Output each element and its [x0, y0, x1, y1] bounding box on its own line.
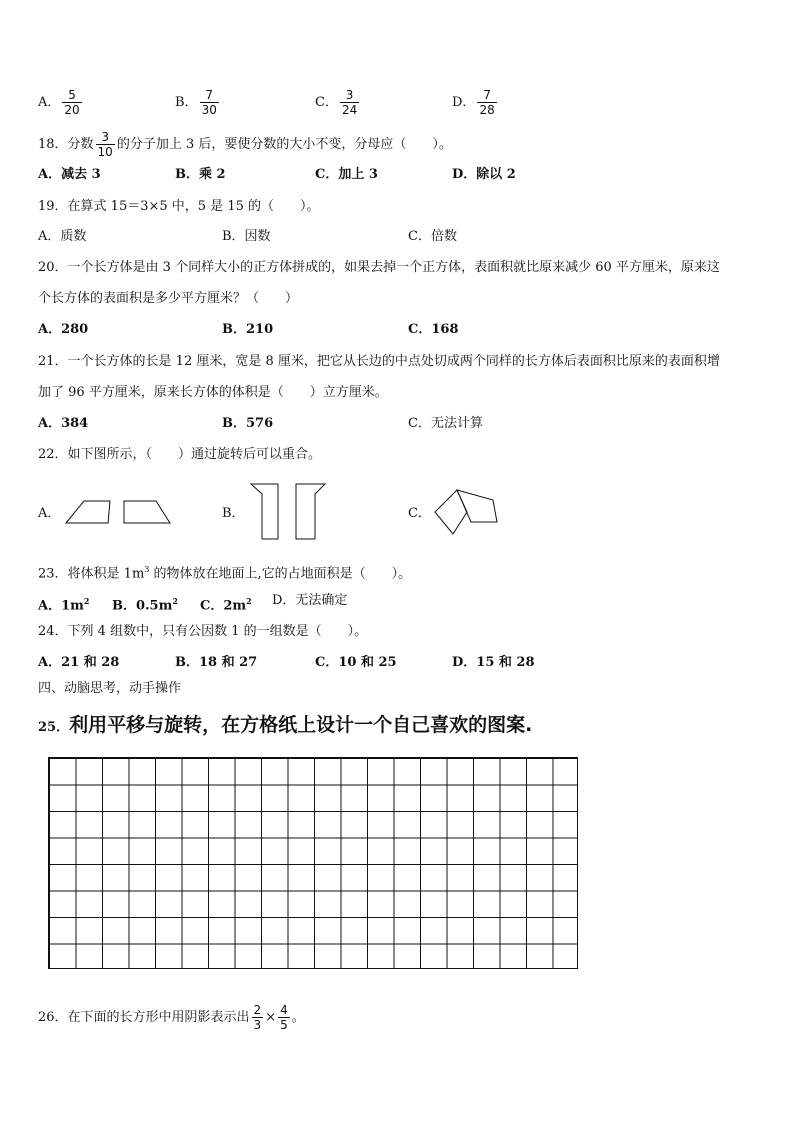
q23-option-c: C．$2m^2$ [200, 596, 252, 614]
question-26: 26．在下面的长方形中用阴影表示出 $\frac{2}{3}$ × $\frac{4}{5}$ 。 [38, 1003, 305, 1032]
question-21-line2: 加了 96 平方厘米，原来长方体的体积是（ ）立方厘米。 [38, 385, 388, 400]
flag-shape-left [251, 484, 278, 539]
question-20-line2: 个长方体的表面积是多少平方厘米？（ ） [38, 291, 299, 306]
q20-option-c: C．168 [408, 322, 459, 337]
quadrilateral-left [435, 490, 467, 534]
question-19: 19．在算式 15＝3×5 中，5 是 15 的（ ）。 [38, 199, 320, 214]
q24-option-d: D．15 和 28 [452, 655, 535, 670]
section-heading: 四、动脑思考，动手操作 [38, 681, 182, 696]
fraction: $\frac{2}{3}$ [253, 1003, 262, 1032]
q24-option-a: A．21 和 28 [38, 655, 120, 670]
q22-option-c: C． [408, 506, 431, 521]
question-23: 23．将体积是 $1m^3$ 的物体放在地面上,它的占地面积是（ ）。 [38, 565, 412, 582]
q18-option-c: C．加上 3 [315, 167, 378, 182]
fraction: $\frac{7}{28}$ [479, 88, 495, 117]
q20-option-b: B．210 [222, 322, 274, 337]
q18-option-d: D．除以 2 [452, 167, 516, 182]
q23-option-a: A．$1m^2$ [38, 596, 90, 614]
q22-option-a: A． [38, 506, 61, 521]
q23-option-b: B．$0.5m^2$ [112, 596, 178, 614]
q19-option-a: A．质数 [38, 229, 87, 244]
q20-option-a: A．280 [38, 322, 89, 337]
q22-option-b: B． [222, 506, 245, 521]
q23-option-d: D．无法确定 [272, 593, 348, 608]
q18-option-b: B．乘 2 [175, 167, 226, 182]
q21-option-b: B．576 [222, 416, 274, 431]
q22-figure-b [248, 482, 328, 542]
q18-option-a: A．减去 3 [38, 167, 101, 182]
fraction: $\frac{5}{20}$ [64, 88, 80, 117]
fraction: $\frac{3}{24}$ [341, 88, 358, 117]
q24-option-c: C．10 和 25 [315, 655, 397, 670]
quadrilateral-right [457, 490, 497, 522]
q22-figure-a [64, 498, 174, 526]
fraction: $\frac{3}{10}$ [97, 130, 113, 159]
q19-option-c: C．倍数 [408, 229, 457, 244]
question-25: 25．利用平移与旋转，在方格纸上设计一个自己喜欢的图案. [38, 714, 533, 736]
fraction: $\frac{4}{5}$ [280, 1003, 288, 1032]
fraction: $\frac{7}{30}$ [201, 88, 217, 117]
trapezoid-left [66, 501, 110, 523]
flag-shape-right [296, 484, 325, 539]
q17-option-b: B． $\frac{7}{30}$ [175, 88, 217, 117]
q21-option-c: C．无法计算 [408, 416, 483, 431]
grid-paper [48, 757, 578, 969]
question-22: 22．如下图所示，（ ）通过旋转后可以重合。 [38, 447, 322, 462]
question-21-line1: 21．一个长方体的长是 12 厘米，宽是 8 厘米，把它从长边的中点处切成两个同样的长方体后表面积比原来的表面积增 [38, 354, 720, 369]
q17-option-c: C． $\frac{3}{24}$ [315, 88, 358, 117]
q22-figure-c [433, 486, 503, 538]
trapezoid-right [124, 501, 170, 523]
q24-option-b: B．18 和 27 [175, 655, 258, 670]
q17-option-a: A． $\frac{5}{20}$ [38, 88, 80, 117]
q17-option-d: D． $\frac{7}{28}$ [452, 88, 495, 117]
question-24: 24．下列 4 组数中，只有公因数 1 的一组数是（ ）。 [38, 624, 368, 639]
question-20-line1: 20．一个长方体是由 3 个同样大小的正方体拼成的，如果去掉一个正方体，表面积就比原来减少 60 平方厘米，原来这 [38, 260, 720, 275]
q19-option-b: B．因数 [222, 229, 271, 244]
question-18: 18．分数 $\frac{3}{10}$ 的分子加上 3 后，要使分数的大小不变，分母应（ ）。 [38, 130, 452, 159]
q21-option-a: A．384 [38, 416, 89, 431]
